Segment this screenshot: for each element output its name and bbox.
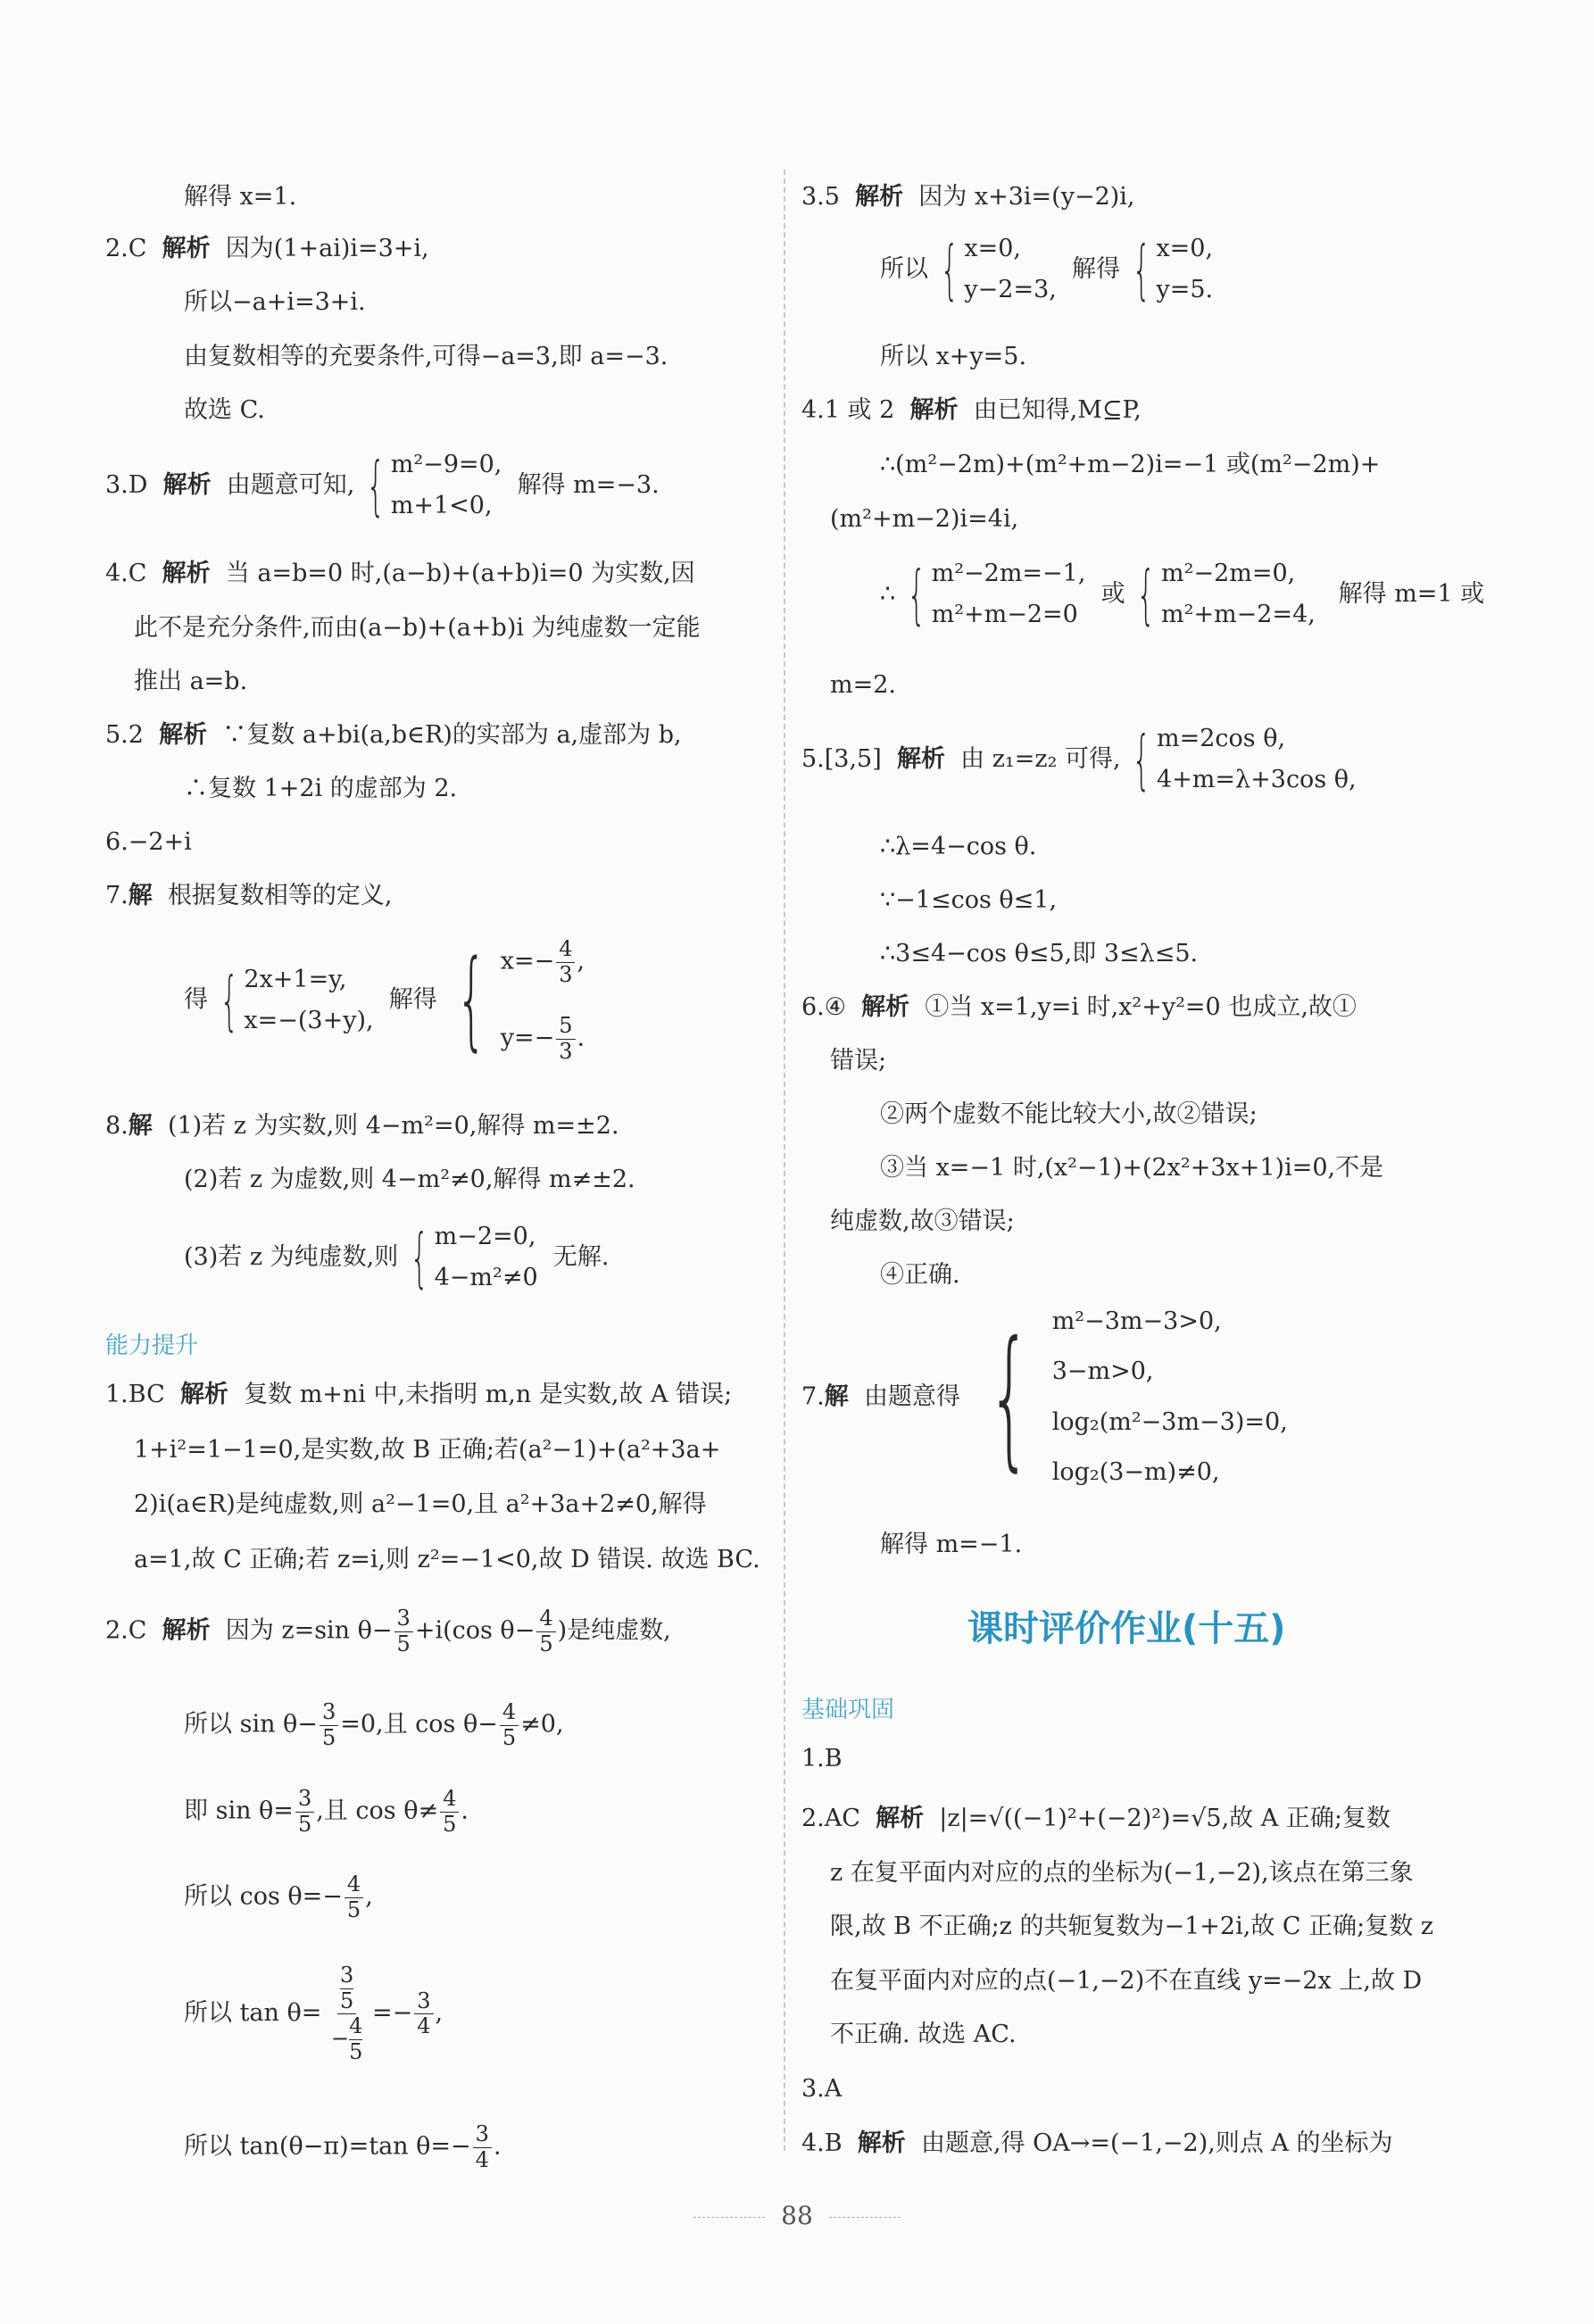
text-line: (m²+m−2)i=4i, <box>830 505 1019 533</box>
equation-system: { 2x+1=y, x=−(3+y), <box>220 963 374 1039</box>
text-line: 此不是充分条件,而由(a−b)+(a+b)i 为纯虚数一定能 <box>134 614 701 642</box>
text-line: 解得 m=−1. <box>880 1531 1023 1558</box>
text-line: 纯虚数,故③错误; <box>830 1208 1015 1235</box>
answer-2: 2.C 解析 因为(1+ai)i=3+i, <box>105 235 429 262</box>
solution-system: { x=0, y=5. <box>1132 232 1214 308</box>
equation-system: { m²−2m=−1, m²+m−2=0 <box>907 557 1086 633</box>
answer-j3: 3.A <box>801 2075 843 2103</box>
answer-5: 5.2 解析 ∵复数 a+bi(a,b∈R)的实部为 a,虚部为 b, <box>105 721 682 749</box>
text-line: ③当 x=−1 时,(x²−1)+(2x²+3x+1)i=0,不是 <box>880 1154 1384 1182</box>
text-line: ∵−1≤cos θ≤1, <box>880 886 1058 914</box>
answer-4: 4.C 解析 当 a=b=0 时,(a−b)+(a+b)i=0 为实数,因 <box>105 560 695 587</box>
fraction: $\frac{3}{5}$ <box>295 1787 314 1837</box>
answer-r3: 3.5 解析 因为 x+3i=(y−2)i, <box>801 183 1135 211</box>
text-line: 不正确. 故选 AC. <box>830 2021 1017 2048</box>
text-line: 故选 C. <box>184 396 265 424</box>
fraction: $\frac{5}{3}$ <box>556 1014 575 1064</box>
text-line: 所以−a+i=3+i. <box>184 288 366 316</box>
text-line: ②两个虚数不能比较大小,故②错误; <box>880 1100 1258 1128</box>
fraction: $\frac{3}{4}$ <box>414 1989 433 2039</box>
equation-line: 即 sin θ= $\frac{3}{5}$ ,且 cos θ≠ $\frac{4}{5}$ . <box>184 1786 469 1837</box>
text-line: ∴(m²−2m)+(m²+m−2)i=−1 或(m²−2m)+ <box>880 451 1381 478</box>
equation-line: 所以 cos θ=− $\frac{4}{5}$ , <box>184 1872 373 1922</box>
answer-j4: 4.B 解析 由题意,得 OA→=(−1,−2),则点 A 的坐标为 <box>801 2129 1393 2157</box>
section-heading: 课时评价作业(十五) <box>967 1608 1286 1649</box>
answer-n2: 2.C 解析 因为 z=sin θ− $\frac{3}{5}$ +i(cos θ− $\frac{4}{5}$ )是纯虚数, <box>105 1606 671 1656</box>
equation-system: { m=2cos θ, 4+m=λ+3cos θ, <box>1132 722 1357 798</box>
equation-line: 所以 tan(θ−π)=tan θ=− $\frac{3}{4}$ . <box>184 2121 502 2172</box>
text-line: 限,故 B 不正确;z 的共轭复数为−1+2i,故 C 正确;复数 z <box>830 1913 1434 1940</box>
solution-system: { x=− $\frac{4}{3}$ , y=− $\frac{5}{3}$ . <box>456 936 585 1064</box>
answer-r5: 5.[3,5] 解析 由 z₁=z₂ 可得, { m=2cos θ, 4+m=λ+3cos θ, <box>801 722 1357 798</box>
section-label: 基础巩固 <box>801 1697 895 1723</box>
equation-system: { x=0, y−2=3, <box>940 232 1057 308</box>
answer-8: 8.解 (1)若 z 为实数,则 4−m²=0,解得 m=±2. <box>105 1112 619 1140</box>
text-line: ∴3≤4−cos θ≤5,即 3≤λ≤5. <box>880 940 1199 967</box>
section-label: 能力提升 <box>105 1332 199 1359</box>
answer-n1: 1.BC 解析 复数 m+ni 中,未指明 m,n 是实数,故 A 错误; <box>105 1381 733 1408</box>
equation-block: (3)若 z 为纯虚数,则 { m−2=0, 4−m²≠0 无解. <box>184 1220 610 1296</box>
fraction: $\frac{3}{5}$ <box>320 1700 338 1750</box>
column-divider <box>784 170 785 2151</box>
text-line: 错误; <box>830 1047 887 1075</box>
compound-fraction: 3 5 − $\frac{4}{5}$ <box>330 1963 363 2064</box>
text-line: a=1,故 C 正确;若 z=i,则 z²=−1<0,故 D 错误. 故选 BC. <box>134 1546 760 1573</box>
text-line: 1+i²=1−1=0,是实数,故 B 正确;若(a²−1)+(a²+3a+ <box>134 1436 721 1464</box>
text-line: 2)i(a∈R)是纯虚数,则 a²−1=0,且 a²+3a+2≠0,解得 <box>134 1490 707 1518</box>
answer-6: 6.−2+i <box>105 828 192 856</box>
text-line: m=2. <box>830 671 896 699</box>
fraction: $\frac{4}{5}$ <box>500 1700 519 1750</box>
fraction: $\frac{4}{3}$ <box>556 937 575 987</box>
equation-line: 所以 sin θ− $\frac{3}{5}$ =0,且 cos θ− $\frac{4}{5}$ ≠0, <box>184 1699 564 1750</box>
equation-block: 得 { 2x+1=y, x=−(3+y), 解得 { x=− $\frac{4}{3}$ , y=− $\frac{5}{3}$ . <box>184 936 585 1064</box>
answer-j1: 1.B <box>801 1745 843 1772</box>
equation-system: { m²−9=0, m+1<0, <box>366 448 502 524</box>
fraction: $\frac{4}{5}$ <box>440 1787 459 1837</box>
text-line: 在复平面内对应的点(−1,−2)不在直线 y=−2x 上,故 D <box>830 1967 1423 1995</box>
answer-r6: 6.④ 解析 ①当 x=1,y=i 时,x²+y²=0 也成立,故① <box>801 993 1357 1021</box>
page-number: 88 <box>0 2201 1594 2230</box>
text-line: ∴λ=4−cos θ. <box>880 833 1037 860</box>
equation-line: 所以 tan θ= 3 5 − $\frac{4}{5}$ =− $\frac{3}{4}$ , <box>184 1963 444 2064</box>
fraction: $\frac{4}{5}$ <box>536 1606 555 1656</box>
text-line: 推出 a=b. <box>134 668 248 695</box>
fraction: $\frac{4}{5}$ <box>345 1872 363 1922</box>
equation-system: { m−2=0, 4−m²≠0 <box>410 1220 538 1296</box>
answer-7: 7.解 根据复数相等的定义, <box>105 882 393 909</box>
answer-j2: 2.AC 解析 |z|=√((−1)²+(−2)²)=√5,故 A 正确;复数 <box>801 1805 1391 1832</box>
equation-block: 所以 { x=0, y−2=3, 解得 { x=0, y=5. <box>880 232 1214 308</box>
text-line: 由复数相等的充要条件,可得−a=3,即 a=−3. <box>184 343 668 370</box>
text-line: (2)若 z 为虚数,则 4−m²≠0,解得 m≠±2. <box>184 1166 635 1193</box>
equation-block: ∴ { m²−2m=−1, m²+m−2=0 或 { m²−2m=0, m²+m−2=4, 解得 m=1 或 <box>880 557 1485 633</box>
text-line: ∴复数 1+2i 的虚部为 2. <box>184 775 458 802</box>
text-line: 所以 x+y=5. <box>880 343 1027 370</box>
text-line: ④正确. <box>880 1261 960 1289</box>
fraction: $\frac{3}{5}$ <box>394 1606 413 1656</box>
answer-r4: 4.1 或 2 解析 由已知得,M⊆P, <box>801 396 1142 424</box>
answer-3: 3.D 解析 由题意可知, { m²−9=0, m+1<0, 解得 m=−3. <box>105 448 660 524</box>
text-line: z 在复平面内对应的点的坐标为(−1,−2),该点在第三象 <box>830 1859 1414 1887</box>
equation-system: { m²−3m−3>0, 3−m>0, log₂(m²−3m−3)=0, log₂(3−m)≠0, <box>987 1307 1288 1487</box>
equation-system: { m²−2m=0, m²+m−2=4, <box>1136 557 1316 633</box>
fraction: $\frac{3}{4}$ <box>473 2122 492 2172</box>
text-line: 解得 x=1. <box>184 183 297 211</box>
answer-r7: 7.解 由题意得 { m²−3m−3>0, 3−m>0, log₂(m²−3m−3)=0, log₂(3−m)≠0, <box>801 1307 1288 1487</box>
